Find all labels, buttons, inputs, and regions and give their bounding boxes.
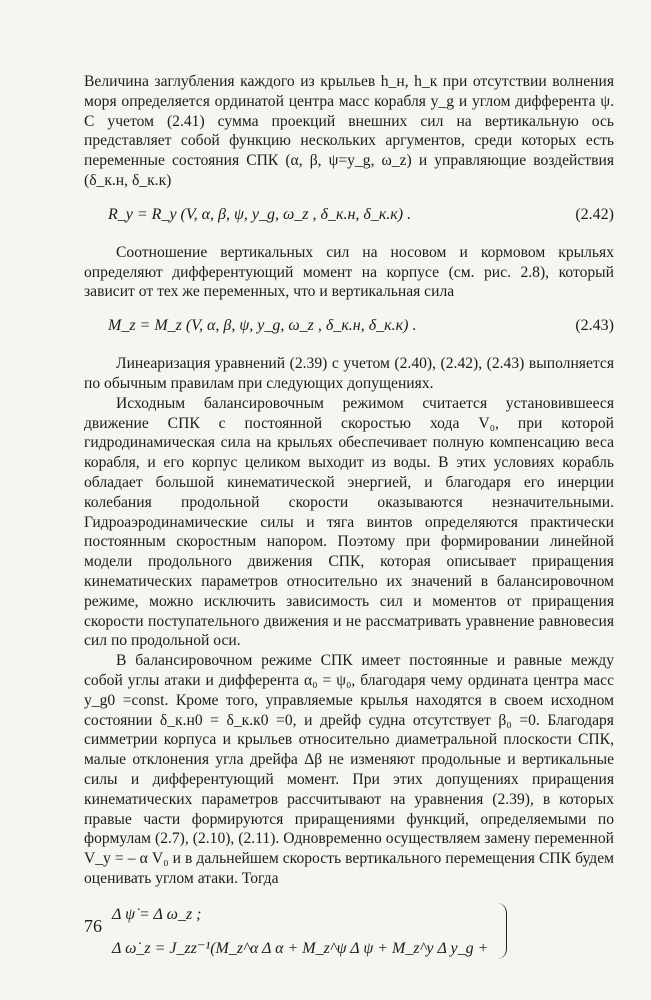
paragraph-2: Соотношение вертикальных сил на носовом и кормовом крыльях определяют дифферентующий момент на корпусе (см. рис. 2.8), который зависит от тех же переменных, что и вертикальная сила: [84, 243, 614, 301]
equation-system: [84, 895, 614, 965]
paragraph-4: Исходным балансировочным режимом считается установившееся движение СПК с постоянной скоростью хода V₀, при которой гидродинамическая сила на крыльях обеспечивает полную компенсацию веса корабля, и его корпус целиком выходит из воды. В этих условиях корабль обладает большой кинематической энергией, и благодаря его инерции колебания продольной скорости оказываются незначительными. Гидроаэродинамические силы и тяга винтов определяются практически постоянным скоростным напором. Поэтому при формировании линейной модели продольного движения СПК, которая описывает приращения кинематических параметров относительно их значений в балансировочном режиме, можно исключить зависимость сил и моментов от приращения скорости поступательного движения и не рассматривать уравнение равновесия сил по продольной оси.: [84, 394, 614, 650]
page-body: [84, 72, 614, 965]
paragraph-3: Линеаризация уравнений (2.39) с учетом (2.40), (2.42), (2.43) выполняется по обычным правилам при следующих допущениях.: [84, 355, 614, 392]
equation-system-line-2: Δ ω̇_z = J_zz⁻¹(M_z^α Δ α + M_z^ψ Δ ψ + M_z^y Δ y_g +: [112, 939, 489, 957]
equation-2-43: [84, 316, 614, 338]
equation-2-42-body: R_y = R_y (V, α, β, ψ, y_g, ω_z , δ_к.н, δ_к.к) .: [108, 205, 412, 223]
paragraph-1: Величина заглубления каждого из крыльев h_н, h_к при отсутствии волнения моря определяется ординатой центра масс корабля y_g и углом дифферента ψ. С учетом (2.41) сумма проекций внешних сил на вертикальную ось представляет собой функцию нескольких аргументов, среди которых есть переменные состояния СПК (α, β, ψ=y_g, ω_z) и управляющие воздействия (δ_к.н, δ_к.к): [84, 73, 614, 189]
right-brace: [496, 903, 507, 959]
equation-2-43-number: (2.43): [575, 317, 614, 335]
page-number: 76: [84, 916, 102, 936]
equation-2-43-body: M_z = M_z (V, α, β, ψ, y_g, ω_z , δ_к.н, δ_к.к) .: [108, 317, 417, 335]
equation-2-42: [84, 205, 614, 227]
paragraph-5: В балансировочном режиме СПК имеет постоянные и равные между собой углы атаки и дифферента α₀ = ψ₀, благодаря чему ордината центра масс y_g0 =const. Кроме того, управляемые крылья находятся в своем исходном состоянии δ_к.н0 = δ_к.к0 =0, и дрейф судна отсутствует β₀ =0. Благодаря симметрии корпуса и крыльев относительно диаметральной плоскости СПК, малые отклонения угла дрейфа Δβ не изменяют продольные и вертикальные силы и дифферентующий момент. При этих допущениях приращения кинематических параметров рассчитывают на уравнения (2.39), в которых правые части формируются приращениями функций, определяемыми по формулам (2.7), (2.10), (2.11). Одновременно осуществляем замену переменной V_y = – α V₀ и в дальнейшем скорость вертикального перемещения СПК будем оценивать углом атаки. Тогда: [84, 652, 614, 887]
equation-2-42-number: (2.42): [575, 205, 614, 223]
equation-system-line-1: Δ ψ̇ = Δ ω_z ;: [112, 905, 202, 923]
